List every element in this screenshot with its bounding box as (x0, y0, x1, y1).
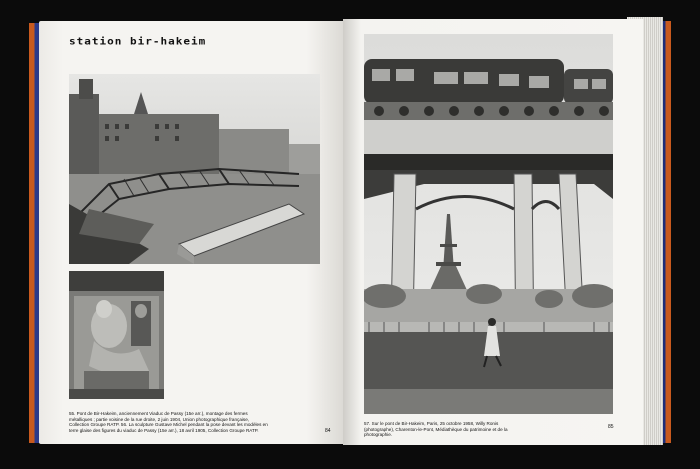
photo-sculptor-workshop (69, 271, 164, 399)
photo-bridge-construction (69, 74, 320, 264)
photo-bir-hakeim-viaduct (364, 34, 613, 414)
running-head: station bir-hakeim (69, 35, 207, 48)
caption-photo-57: 57. Sur le pont de Bir-Hakeim, Paris, 25 octobre 1958, Willy Ronis (photographe), Charenton-le-Pont, Médiathèque du patrimoine et de la photographie. (364, 421, 508, 438)
caption-photos-55-56: 55. Pont de Bir-Hakeim, anciennement Viaduc de Passy (15e arr.), montage des fermes métalliques ; partie voisine de la rue droite, 2 juin 1904, Union photographique française, Collection Groupe RATP. 56. La sculpture Gustave Michel pendant la pose devant les modèles en terre glaise des figures du viaduc de Passy (15e arr.), 18 avril 1905, Collection Groupe RATP. (69, 411, 268, 433)
page-number-left: 84 (325, 428, 331, 434)
page-number-right: 85 (608, 424, 614, 430)
open-book (29, 15, 671, 447)
